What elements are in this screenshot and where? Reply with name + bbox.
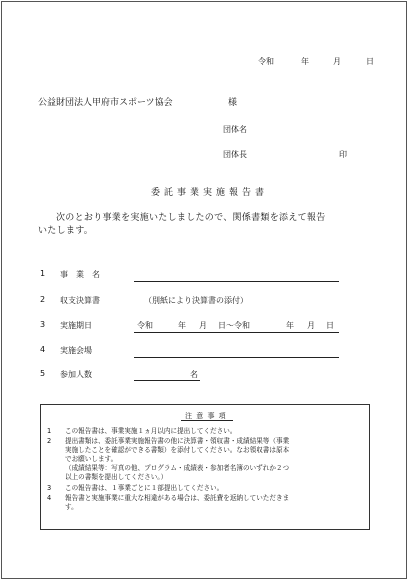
notes-title-underline	[181, 420, 233, 421]
intro-line-1: 次のとおり事業を実施いたしましたので、関係書類を添えて報告	[56, 213, 326, 223]
item-3-year-2: 年	[286, 321, 294, 330]
item-3-label: 実施期日	[60, 321, 92, 330]
note-3-text: この報告書は、１事業ごとに１部提出してください。	[65, 484, 224, 492]
notes-box	[40, 404, 370, 530]
item-1-number: 1	[40, 269, 46, 278]
item-3-month-2: 月	[307, 321, 315, 330]
note-4-text-cont: す。	[65, 503, 78, 511]
item-1-field-line	[134, 281, 339, 282]
date-day-label: 日	[366, 57, 374, 66]
date-year-label: 年	[301, 57, 309, 66]
note-2-text-cont-2: でお願いします。	[65, 455, 118, 463]
note-4-text: 報告書と実施事業に重大な相違がある場合は、委託費を返納していただきま	[65, 494, 290, 502]
item-3-day-2: 日	[326, 321, 334, 330]
item-2-number: 2	[40, 295, 46, 304]
note-2-text-cont-3: （成績結果等：写真の他、プログラム・成績表・参加者名簿のいずれか２つ	[65, 464, 290, 472]
date-month-label: 月	[333, 57, 341, 66]
item-3-number: 3	[40, 320, 46, 329]
note-2-text-cont-4: 以上の書類を提出してください。）	[65, 473, 168, 481]
item-1-label: 事 業 名	[60, 270, 100, 279]
note-3-number: 3	[47, 484, 52, 492]
note-2-text-cont-1: 実施したことを確認ができる書類）を添付してください。なお領収書は原本	[65, 446, 290, 454]
recipient-honorific: 様	[228, 98, 238, 108]
item-4-field-line	[134, 357, 339, 358]
note-1-number: 1	[47, 427, 52, 435]
item-5-unit: 名	[190, 370, 198, 379]
recipient-org: 公益財団法人甲府市スポーツ協会	[38, 98, 173, 108]
document-title: 委託事業実施報告書	[151, 188, 269, 198]
group-name-label: 団体名	[223, 125, 247, 134]
item-3-field-line	[134, 332, 339, 333]
note-2-number: 2	[47, 437, 52, 445]
item-5-field-line	[134, 380, 200, 381]
note-1-text: この報告書は、事業実施１ヵ月以内に提出してください。	[65, 427, 237, 435]
notes-title: 注 意 事 項	[185, 412, 227, 420]
item-5-number: 5	[40, 369, 46, 378]
item-5-label: 参加人数	[60, 370, 92, 379]
item-3-day-1: 日～令和	[218, 321, 250, 330]
item-3-year-1: 年	[178, 321, 186, 330]
item-2-note: （別紙により決算書の添付）	[144, 296, 248, 305]
item-2-label: 収支決算書	[60, 296, 100, 305]
date-era: 令和	[258, 57, 274, 66]
group-leader-label: 団体長	[223, 150, 247, 159]
intro-line-2: いたします。	[38, 226, 94, 236]
item-4-label: 実施会場	[60, 346, 92, 355]
item-3-month-1: 月	[199, 321, 207, 330]
note-2-text: 提出書類は、委託事業実施報告書の他に決算書・領収書・成績結果等（事業	[65, 437, 290, 445]
seal-mark: 印	[339, 150, 347, 159]
item-3-era: 令和	[137, 321, 153, 330]
item-4-number: 4	[40, 345, 46, 354]
note-4-number: 4	[47, 494, 52, 502]
